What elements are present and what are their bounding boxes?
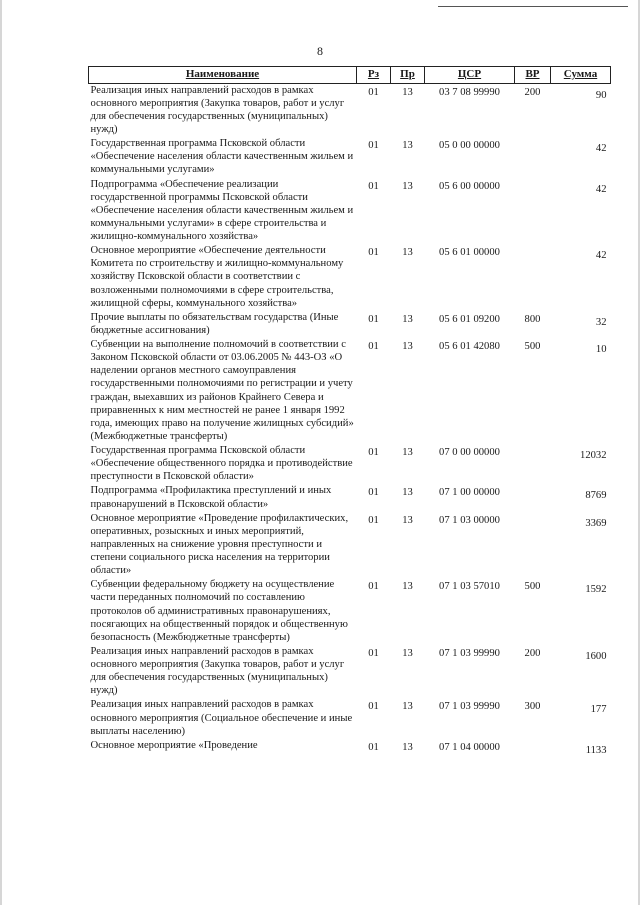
table-row (89, 444, 611, 484)
scan-edge-left (0, 0, 2, 905)
row-sum: 1600 (585, 650, 607, 662)
row-pr: 13 (402, 86, 413, 98)
row-name: Основное мероприятие «Обеспечение деятельности Комитета по строительству и жилищно-коммунальному хозяйству Псковской области в соответствии с возложенными полномочиями в сфере строительства, жилищной сферы, коммунального хозяйства» (90, 245, 344, 309)
header-rz: Рз (357, 67, 391, 84)
row-rz: 01 (368, 487, 379, 499)
row-pr: 13 (402, 514, 413, 526)
row-csr: 05 6 01 42080 (439, 341, 500, 352)
row-csr: 07 0 00 00000 (439, 447, 500, 458)
row-vr: 300 (524, 701, 541, 713)
row-rz: 01 (368, 180, 379, 192)
row-rz: 01 (368, 647, 379, 659)
row-pr: 13 (402, 313, 413, 325)
row-sum: 12032 (580, 450, 607, 461)
row-name: Основное мероприятие «Проведение профилактических, оперативных, розыскных и иных мероприятий, направленных на снижение уровня преступности и степени социального риска населения на территории области» (90, 512, 349, 577)
row-pr: 13 (402, 741, 413, 753)
row-name: Прочие выплаты по обязательствам государства (Иные бюджетные ассигнования) (90, 311, 339, 336)
row-csr: 07 1 03 99990 (439, 647, 500, 659)
row-sum: 1592 (585, 584, 607, 596)
row-csr: 05 6 00 00000 (439, 180, 500, 192)
table-row (89, 739, 611, 758)
row-sum: 177 (590, 704, 607, 716)
row-vr: 800 (524, 313, 541, 325)
row-name: Подпрограмма «Обеспечение реализации государственной программы Псковской области «Обеспечение населения области качественным жильем и коммунальными услугами» в сфере строительства и жилищно-коммунального хозяйства» (90, 178, 354, 242)
row-vr (515, 244, 551, 311)
row-sum: 1133 (585, 744, 607, 756)
table-row (89, 698, 611, 738)
row-rz: 01 (368, 514, 379, 526)
row-rz: 01 (368, 140, 379, 152)
table-row (89, 83, 611, 137)
row-vr (515, 444, 551, 484)
table-row (89, 338, 611, 444)
table-row (89, 645, 611, 699)
row-vr (515, 137, 551, 177)
row-vr: 200 (524, 86, 541, 98)
row-vr: 500 (524, 341, 541, 352)
table-row (89, 244, 611, 311)
row-csr: 05 0 00 00000 (439, 140, 500, 152)
row-csr: 07 1 03 57010 (439, 581, 500, 593)
row-pr: 13 (402, 247, 413, 259)
row-sum: 10 (595, 344, 607, 355)
row-name: Государственная программа Псковской области «Обеспечение общественного порядка и противодействие преступности в Псковской области» (90, 445, 353, 483)
header-vr: ВР (515, 67, 551, 84)
row-sum: 8769 (585, 490, 607, 502)
row-pr: 13 (402, 180, 413, 192)
row-rz: 01 (368, 341, 379, 352)
row-vr: 500 (524, 581, 541, 593)
row-csr: 07 1 00 00000 (439, 487, 500, 499)
row-csr: 07 1 03 00000 (439, 514, 500, 526)
row-vr (515, 739, 551, 758)
table-row (89, 484, 611, 511)
header-sum: Сумма (551, 67, 611, 84)
row-pr: 13 (402, 701, 413, 713)
row-name: Реализация иных направлений расходов в рамках основного мероприятия (Закупка товаров, работ и услуг для обеспечения государственных (муниципальных) нужд) (90, 645, 345, 697)
row-vr: 200 (524, 647, 541, 659)
budget-table (88, 66, 611, 758)
row-csr: 07 1 04 00000 (439, 741, 500, 753)
row-vr (515, 178, 551, 245)
row-csr: 03 7 08 99990 (439, 86, 500, 98)
row-pr: 13 (402, 447, 413, 458)
header-name: Наименование (89, 67, 357, 84)
table-row (89, 178, 611, 245)
row-pr: 13 (402, 341, 413, 352)
row-sum: 42 (595, 143, 607, 155)
row-sum: 42 (595, 183, 607, 195)
table-header-row (89, 67, 611, 84)
row-rz: 01 (368, 86, 379, 98)
header-csr: ЦСР (425, 67, 515, 84)
row-pr: 13 (402, 487, 413, 499)
table-row (89, 578, 611, 645)
row-rz: 01 (368, 741, 379, 753)
page-number: 8 (317, 44, 323, 58)
header-pr: Пр (391, 67, 425, 84)
row-rz: 01 (368, 581, 379, 593)
row-name: Подпрограмма «Профилактика преступлений и иных правонарушений в Псковской области» (90, 485, 332, 510)
row-name: Субвенции на выполнение полномочий в соответствии с Законом Псковской области от 03.06.2005 № 443-ОЗ «О наделении органов местного самоуправления государственными полномочиями по регистрации и учету граждан, выехавших из районов Крайнего Севера и приравненных к ним местностей не ранее 1 января 1992 года, имеющих право на получение жилищных субсидий» (Межбюджетные трансферты) (90, 339, 354, 442)
row-sum: 90 (595, 89, 607, 101)
row-vr (515, 512, 551, 579)
row-rz: 01 (368, 247, 379, 259)
row-name: Государственная программа Псковской области «Обеспечение населения области качественным жильем и коммунальными услугами» (90, 138, 354, 176)
row-vr (515, 484, 551, 511)
row-csr: 05 6 01 00000 (439, 247, 500, 259)
table-row (89, 311, 611, 338)
row-name: Основное мероприятие «Проведение (90, 739, 258, 751)
row-sum: 3369 (585, 517, 607, 529)
row-pr: 13 (402, 647, 413, 659)
table-row (89, 512, 611, 579)
row-pr: 13 (402, 140, 413, 152)
row-sum: 32 (595, 316, 607, 328)
row-sum: 42 (595, 250, 607, 262)
row-csr: 05 6 01 09200 (439, 313, 500, 325)
row-pr: 13 (402, 581, 413, 593)
row-rz: 01 (368, 313, 379, 325)
row-rz: 01 (368, 701, 379, 713)
row-name: Реализация иных направлений расходов в рамках основного мероприятия (Закупка товаров, работ и услуг для обеспечения государственных (муниципальных) нужд) (90, 84, 345, 135)
row-name: Реализация иных направлений расходов в рамках основного мероприятия (Социальное обеспечение и иные выплаты населению) (90, 699, 353, 737)
row-rz: 01 (368, 447, 379, 458)
table-row (89, 137, 611, 177)
row-name: Субвенции федеральному бюджету на осуществление части переданных полномочий по составлению протоколов об административных правонарушениях, посягающих на общественный порядок и общественную безопасность (Межбюджетные трансферты) (90, 579, 348, 643)
scan-top-line (438, 6, 628, 7)
row-csr: 07 1 03 99990 (439, 701, 500, 713)
